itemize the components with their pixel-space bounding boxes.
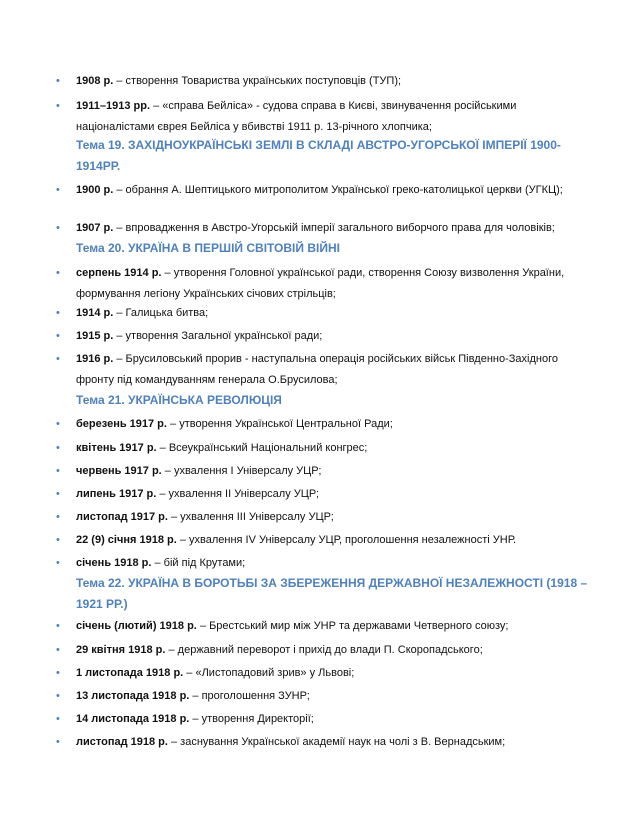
item-date: січень (лютий) 1918 р. <box>76 620 197 632</box>
bullet-icon: • <box>56 488 60 500</box>
list-item <box>56 686 576 707</box>
item-text: – впровадження в Австро-Угорській імперії загального виборчого права для чоловіків; <box>113 222 555 234</box>
item-text: – Брусиловський прорив - наступальна операція російських військ Південно-Західного фронту під командуванням генерала О.Брусилова; <box>76 353 558 386</box>
list-item <box>56 180 576 201</box>
bullet-icon: • <box>56 75 60 87</box>
bullet-icon: • <box>56 100 60 112</box>
list-item <box>56 71 576 92</box>
list-item <box>56 709 576 730</box>
item-date: листопад 1917 р. <box>76 511 168 523</box>
item-date: березень 1917 р. <box>76 418 167 430</box>
item-date: 1911–1913 рр. <box>76 100 151 112</box>
item-date: 29 квітня 1918 р. <box>76 644 166 656</box>
list-item <box>56 96 576 138</box>
item-date: 22 (9) січня 1918 р. <box>76 534 177 546</box>
list-item <box>56 303 576 324</box>
list-item <box>56 507 576 528</box>
item-date: 1907 р. <box>76 222 114 234</box>
bullet-icon: • <box>56 418 60 430</box>
item-date: квітень 1917 р. <box>76 442 157 454</box>
bullet-icon: • <box>56 307 60 319</box>
bullet-icon: • <box>56 330 60 342</box>
item-date: листопад 1918 р. <box>76 736 168 748</box>
bullet-icon: • <box>56 465 60 477</box>
item-date: 1915 р. <box>76 330 114 342</box>
section-heading-21: Тема 21. УКРАЇНСЬКА РЕВОЛЮЦІЯ <box>76 393 282 407</box>
item-date: 1916 р. <box>76 353 114 365</box>
bullet-icon: • <box>56 644 60 656</box>
item-text: – утворення Загальної української ради; <box>113 330 323 342</box>
item-text: – утворення Української Центральної Ради; <box>166 418 393 430</box>
bullet-icon: • <box>56 442 60 454</box>
item-text: – «справа Бейліса» - судова справа в Києві, звинувачення російськими націоналістами єврея Бейліса у вбивстві 1911 р. 13-річного хлопчика; <box>76 100 517 133</box>
bullet-icon: • <box>56 690 60 702</box>
list-item <box>56 616 576 637</box>
item-date: січень 1918 р. <box>76 557 152 569</box>
bullet-icon: • <box>56 620 60 632</box>
list-item <box>56 326 576 347</box>
item-date: 13 листопада 1918 р. <box>76 690 190 702</box>
bullet-icon: • <box>56 353 60 365</box>
list-item <box>56 414 576 435</box>
section-heading-20: Тема 20. УКРАЇНА В ПЕРШІЙ СВІТОВІЙ ВІЙНІ <box>76 241 340 255</box>
item-date: 1 листопада 1918 р. <box>76 667 184 679</box>
list-item <box>56 349 576 391</box>
list-item <box>56 553 576 574</box>
item-date: липень 1917 р. <box>76 488 157 500</box>
item-text: – ухвалення IV Універсалу УЦР, проголошення незалежності УНР. <box>176 534 517 546</box>
bullet-icon: • <box>56 736 60 748</box>
bullet-icon: • <box>56 184 60 196</box>
item-text: – створення Товариства українських поступовців (ТУП); <box>113 75 402 87</box>
item-text: – Брестський мир між УНР та державами Четверного союзу; <box>196 620 509 632</box>
bullet-icon: • <box>56 557 60 569</box>
item-date: червень 1917 р. <box>76 465 162 477</box>
list-item <box>56 640 576 661</box>
item-text: – проголошення ЗУНР; <box>189 690 310 702</box>
bullet-icon: • <box>56 534 60 546</box>
item-text: – утворення Головної української ради, створення Союзу визволення України, формування легіону Українських січових стрільців; <box>76 267 565 300</box>
list-item <box>56 438 576 459</box>
section-heading-22: Тема 22. УКРАЇНА В БОРОТЬБІ ЗА ЗБЕРЕЖЕННЯ ДЕРЖАВНОЇ НЕЗАЛЕЖНОСТІ (1918 – 1921 РР.) <box>76 576 588 611</box>
item-date: 1900 р. <box>76 184 114 196</box>
bullet-icon: • <box>56 667 60 679</box>
list-item <box>56 732 576 753</box>
item-date: 1914 р. <box>76 307 114 319</box>
list-item <box>56 484 576 505</box>
item-date: 1908 р. <box>76 75 114 87</box>
item-text: – державний переворот і прихід до влади П. Скоропадського; <box>165 644 483 656</box>
item-text: – бій під Крутами; <box>151 557 246 569</box>
list-item <box>56 530 576 551</box>
item-text: – ухвалення ІІІ Універсалу УЦР; <box>167 511 334 523</box>
list-item <box>56 663 576 684</box>
section-heading-19: Тема 19. ЗАХІДНОУКРАЇНСЬКІ ЗЕМЛІ В СКЛАДІ АВСТРО-УГОРСЬКОЇ ІМПЕРІЇ 1900-1914РР. <box>76 138 561 173</box>
item-text: – Галицька битва; <box>113 307 209 319</box>
item-text: – ухвалення І Універсалу УЦР; <box>161 465 322 477</box>
list-item <box>56 263 576 305</box>
bullet-icon: • <box>56 511 60 523</box>
bullet-icon: • <box>56 713 60 725</box>
list-item <box>56 461 576 482</box>
item-text: – ухвалення ІІ Універсалу УЦР; <box>156 488 320 500</box>
bullet-icon: • <box>56 267 60 279</box>
item-text: – Всеукраїнський Національний конгрес; <box>156 442 368 454</box>
item-date: серпень 1914 р. <box>76 267 162 279</box>
item-text: – «Листопадовий зрив» у Львові; <box>183 667 355 679</box>
item-text: – утворення Директорії; <box>189 713 314 725</box>
item-date: 14 листопада 1918 р. <box>76 713 190 725</box>
list-item <box>56 218 576 239</box>
item-text: – заснування Української академії наук на чолі з В. Вернадським; <box>167 736 506 748</box>
item-text: – обрання А. Шептицького митрополитом Української греко-католицької церкви (УГКЦ); <box>113 184 563 196</box>
bullet-icon: • <box>56 222 60 234</box>
